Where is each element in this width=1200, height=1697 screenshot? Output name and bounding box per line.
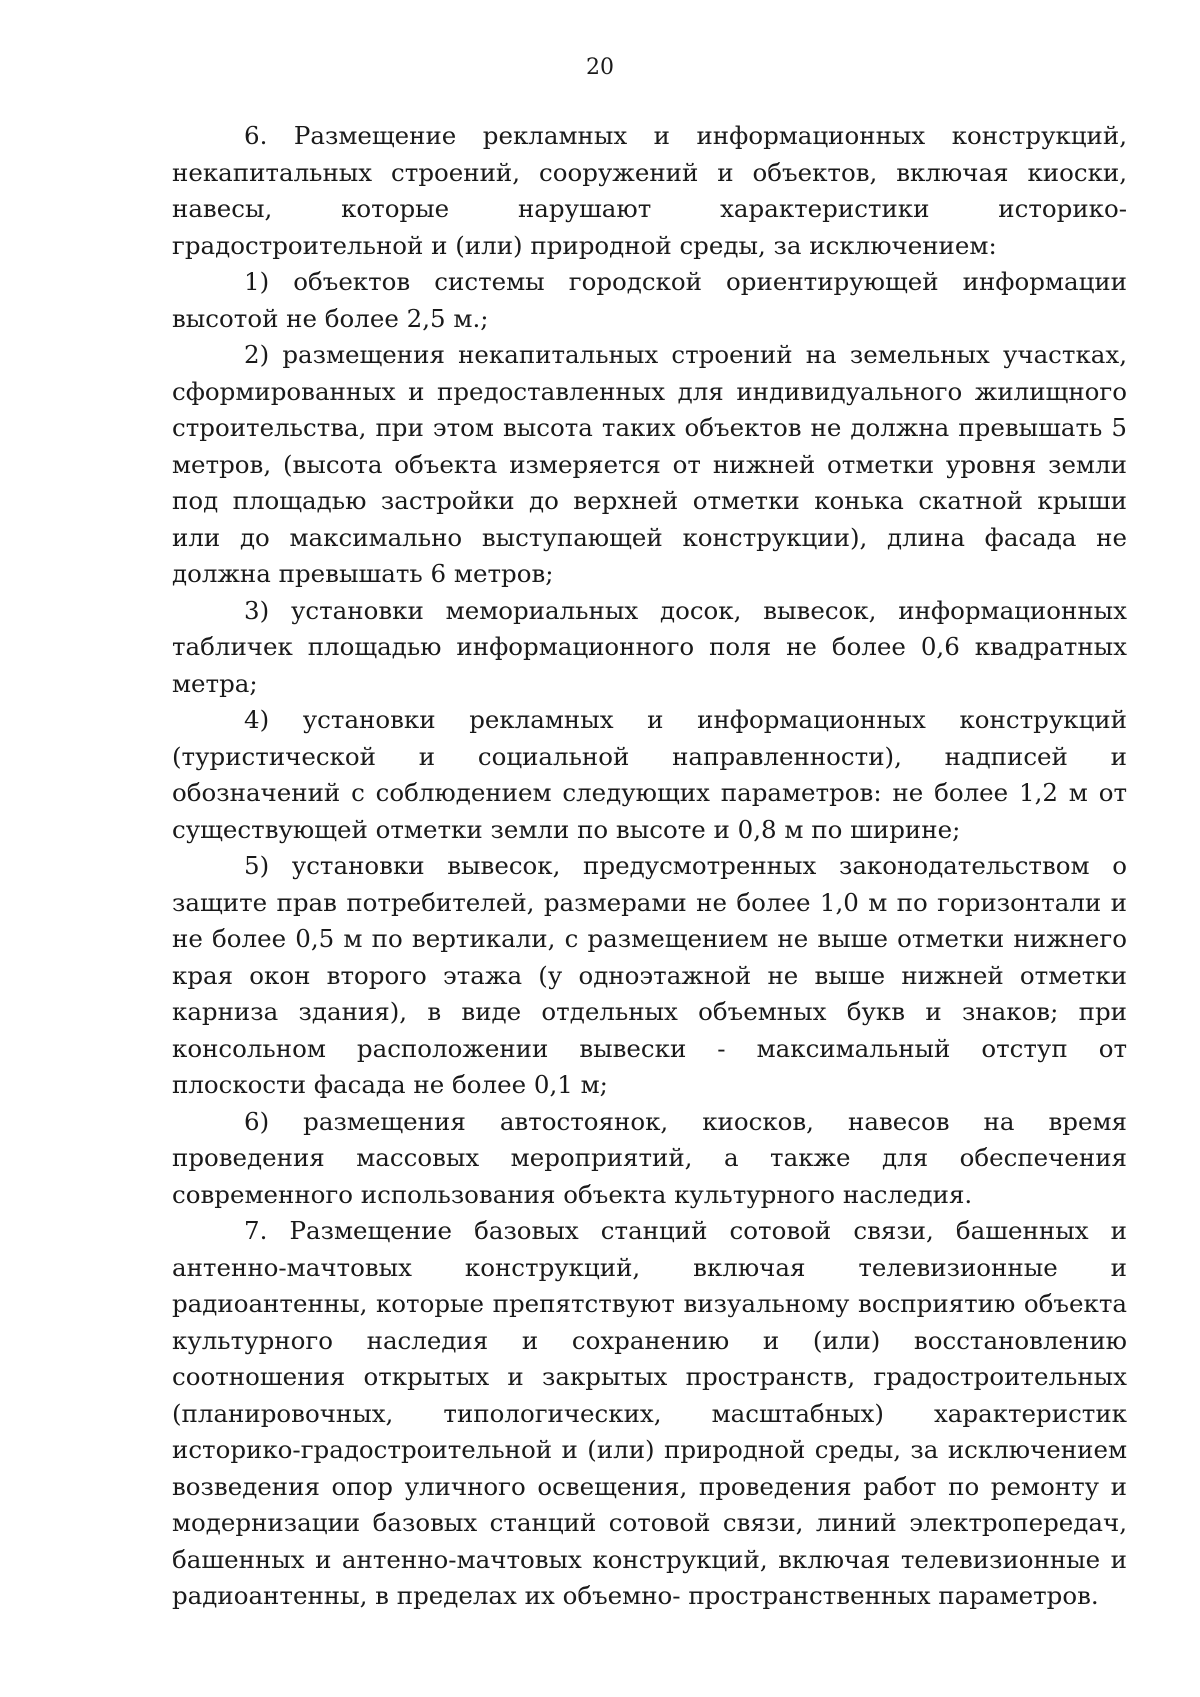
document-body	[172, 118, 1127, 1615]
paragraph-subitem-4: 4) установки рекламных и информационных конструкций (туристической и социальной направленности), надписей и обозначений с соблюдением следующих параметров: не более 1,2 м от существующей отметки земли по высоте и 0,8 м по ширине;	[172, 705, 1127, 844]
paragraph-subitem-6: 6) размещения автостоянок, киосков, навесов на время проведения массовых мероприятий, а также для обеспечения современного использования объекта культурного наследия.	[172, 1106, 1127, 1209]
paragraph-subitem-2: 2) размещения некапитальных строений на земельных участках, сформированных и предоставленных для индивидуального жилищного строительства, при этом высота таких объектов не должна превышать 5 метров, (высота объекта измеряется от нижней отметки уровня земли под площадью застройки до верхней отметки конька скатной крыши или до максимально выступающей конструкции), длина фасада не должна превышать 6 метров;	[172, 340, 1127, 588]
paragraph-subitem-1: 1) объектов системы городской ориентирующей информации высотой не более 2,5 м.;	[172, 267, 1127, 333]
paragraph-subitem-5: 5) установки вывесок, предусмотренных законодательством о защите прав потребителей, размерами не более 1,0 м по горизонтали и не более 0,5 м по вертикали, с размещением не выше отметки нижнего края окон второго этажа (у одноэтажной не выше нижней отметки карниза здания), в виде отдельных объемных букв и знаков; при консольном расположении вывески - максимальный отступ от плоскости фасада не более 0,1 м;	[172, 851, 1127, 1099]
paragraph-item-6: 6. Размещение рекламных и информационных конструкций, некапитальных строений, сооружений и объектов, включая киоски, навесы, которые нарушают характеристики историко-градостроительной и (или) природной среды, за исключением:	[172, 121, 1127, 260]
paragraph-item-7: 7. Размещение базовых станций сотовой связи, башенных и антенно-мачтовых конструкций, включая телевизионные и радиоантенны, которые препятствуют визуальному восприятию объекта культурного наследия и сохранению и (или) восстановлению соотношения открытых и закрытых пространств, градостроительных (планировочных, типологических, масштабных) характеристик историко-градостроительной и (или) природной среды, за исключением возведения опор уличного освещения, проведения работ по ремонту и модернизации базовых станций сотовой связи, линий электропередач, башенных и антенно-мачтовых конструкций, включая телевизионные и радиоантенны, в пределах их объемно- пространственных параметров.	[172, 1216, 1127, 1610]
page-number: 20	[586, 55, 614, 80]
paragraph-subitem-3: 3) установки мемориальных досок, вывесок, информационных табличек площадью информационного поля не более 0,6 квадратных метра;	[172, 595, 1127, 698]
